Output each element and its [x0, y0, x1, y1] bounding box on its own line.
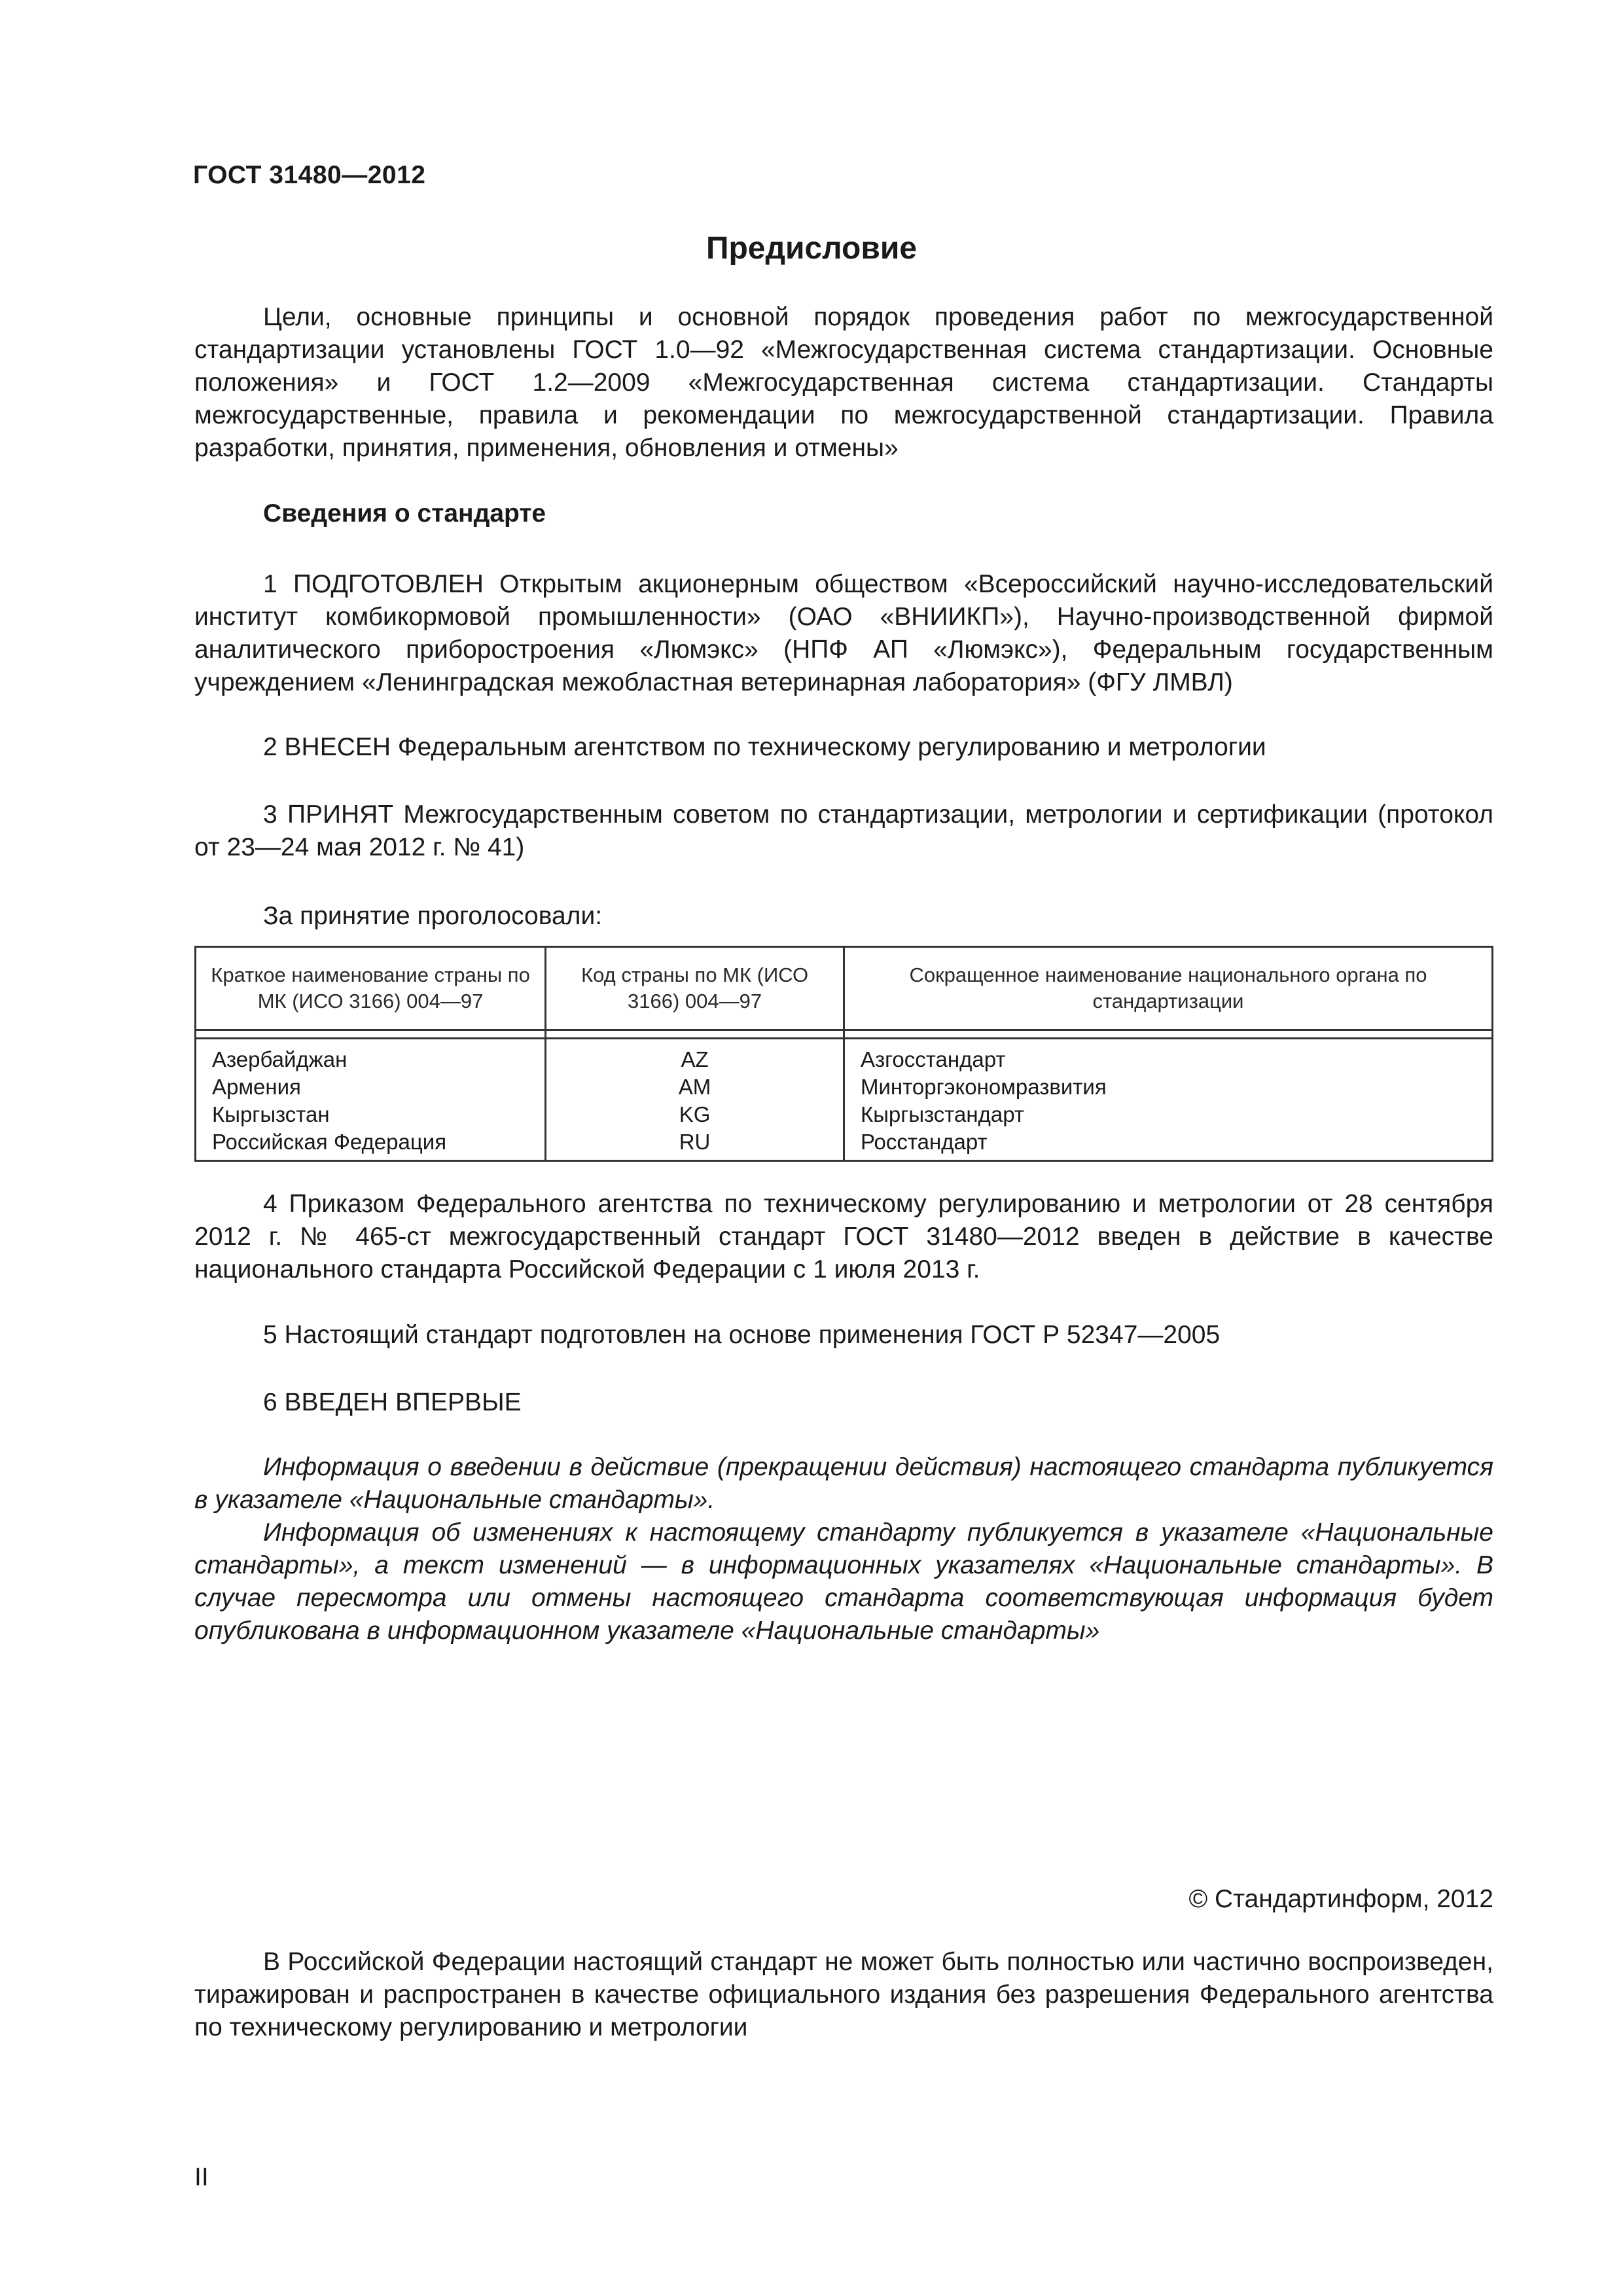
item-2-text: 2 ВНЕСЕН Федеральным агентством по техническому регулированию и метрологии	[263, 733, 1266, 761]
intro-block	[194, 301, 1493, 465]
country-cell: Армения	[196, 1073, 546, 1101]
legal-notice-block	[194, 1946, 1493, 2044]
publication-notice	[194, 1451, 1493, 1647]
standard-info-item-3	[194, 798, 1493, 864]
table-row	[196, 1073, 1493, 1101]
item-4-block	[194, 1188, 1493, 1286]
copyright: © Стандартинформ, 2012	[1188, 1885, 1493, 1913]
item-1-text: 1 ПОДГОТОВЛЕН Открытым акционерным обществом «Всероссийский научно-исследовательский институт комбикормовой промышленности» (ОАО «ВНИИКП»), Научно-производственной фирмой аналитического приборостроения «Люмэкс» (НПФ АП «Люмэкс»), Федеральным государственным учреждением «Ленинградская межобластная ветеринарная лаборатория» (ФГУ ЛМВЛ)	[194, 570, 1493, 696]
country-cell: Азербайджан	[196, 1039, 546, 1074]
item-5-text: 5 Настоящий стандарт подготовлен на основе применения ГОСТ Р 52347—2005	[263, 1321, 1221, 1349]
national-body-cell: Росстандарт	[844, 1128, 1492, 1161]
national-body-cell: Минторгэкономразвития	[844, 1073, 1492, 1101]
national-body-cell: Кыргызстандарт	[844, 1101, 1492, 1128]
code-cell: AM	[546, 1073, 844, 1101]
national-body-cell: Азгосстандарт	[844, 1039, 1492, 1074]
votes-intro: За принятие проголосовали:	[263, 902, 603, 930]
item-3-text: 3 ПРИНЯТ Межгосударственным советом по стандартизации, метрологии и сертификации (протокол от 23—24 мая 2012 г. № 41)	[194, 800, 1493, 861]
header-country: Краткое наименование страны по МК (ИСО 3166) 004—97	[196, 947, 546, 1030]
intro-paragraph: Цели, основные принципы и основной порядок проведения работ по межгосударственной стандартизации установлены ГОСТ 1.0—92 «Межгосударственная система стандартизации. Основные положения» и ГОСТ 1.2—2009 «Межгосударственная система стандартизации. Стандарты межгосударственные, правила и рекомендации по межгосударственной стандартизации. Правила разработки, принятия, применения, обновления и отмены»	[194, 303, 1493, 462]
standard-code: ГОСТ 31480—2012	[193, 161, 426, 189]
votes-table	[194, 946, 1493, 1162]
header-national-body: Сокращенное наименование национального органа по стандартизации	[844, 947, 1492, 1030]
notice-paragraph-2: Информация об изменениях к настоящему стандарту публикуется в указателе «Национальные стандарты», а текст изменений — в информационных указателях «Национальные стандарты». В случае пересмотра или отмены настоящего стандарта соответствующая информация будет опубликована в информационном указателе «Национальные стандарты»	[194, 1518, 1493, 1645]
header-separator	[196, 1030, 1493, 1039]
standard-info-heading: Сведения о стандарте	[263, 499, 546, 528]
header-code: Код страны по МК (ИСО 3166) 004—97	[546, 947, 844, 1030]
notice-paragraph-1: Информация о введении в действие (прекращении действия) настоящего стандарта публикуется в указателе «Национальные стандарты».	[194, 1453, 1493, 1514]
item-5-block	[194, 1319, 1493, 1352]
standard-info-item-1	[194, 568, 1493, 699]
code-cell: RU	[546, 1128, 844, 1161]
table-row	[196, 1039, 1493, 1074]
table-row	[196, 1128, 1493, 1161]
country-cell: Кыргызстан	[196, 1101, 546, 1128]
votes-table-header-row	[196, 947, 1493, 1030]
item-6-text: 6 ВВЕДЕН ВПЕРВЫЕ	[263, 1388, 522, 1416]
item-6-block	[194, 1386, 1493, 1419]
table-row	[196, 1101, 1493, 1128]
standard-info-item-2	[194, 731, 1493, 764]
page-number: II	[194, 2163, 209, 2191]
country-cell: Российская Федерация	[196, 1128, 546, 1161]
code-cell: AZ	[546, 1039, 844, 1074]
legal-notice: В Российской Федерации настоящий стандарт не может быть полностью или частично воспроизведен, тиражирован и распространен в качестве официального издания без разрешения Федерального агентства по техническому регулированию и метрологии	[194, 1948, 1493, 2041]
code-cell: KG	[546, 1101, 844, 1128]
page-title: Предисловие	[705, 231, 918, 266]
item-4-text: 4 Приказом Федерального агентства по техническому регулированию и метрологии от 28 сентября 2012 г. № 465-ст межгосударственный стандарт ГОСТ 31480—2012 введен в действие в качестве национального стандарта Российской Федерации с 1 июля 2013 г.	[194, 1190, 1493, 1283]
